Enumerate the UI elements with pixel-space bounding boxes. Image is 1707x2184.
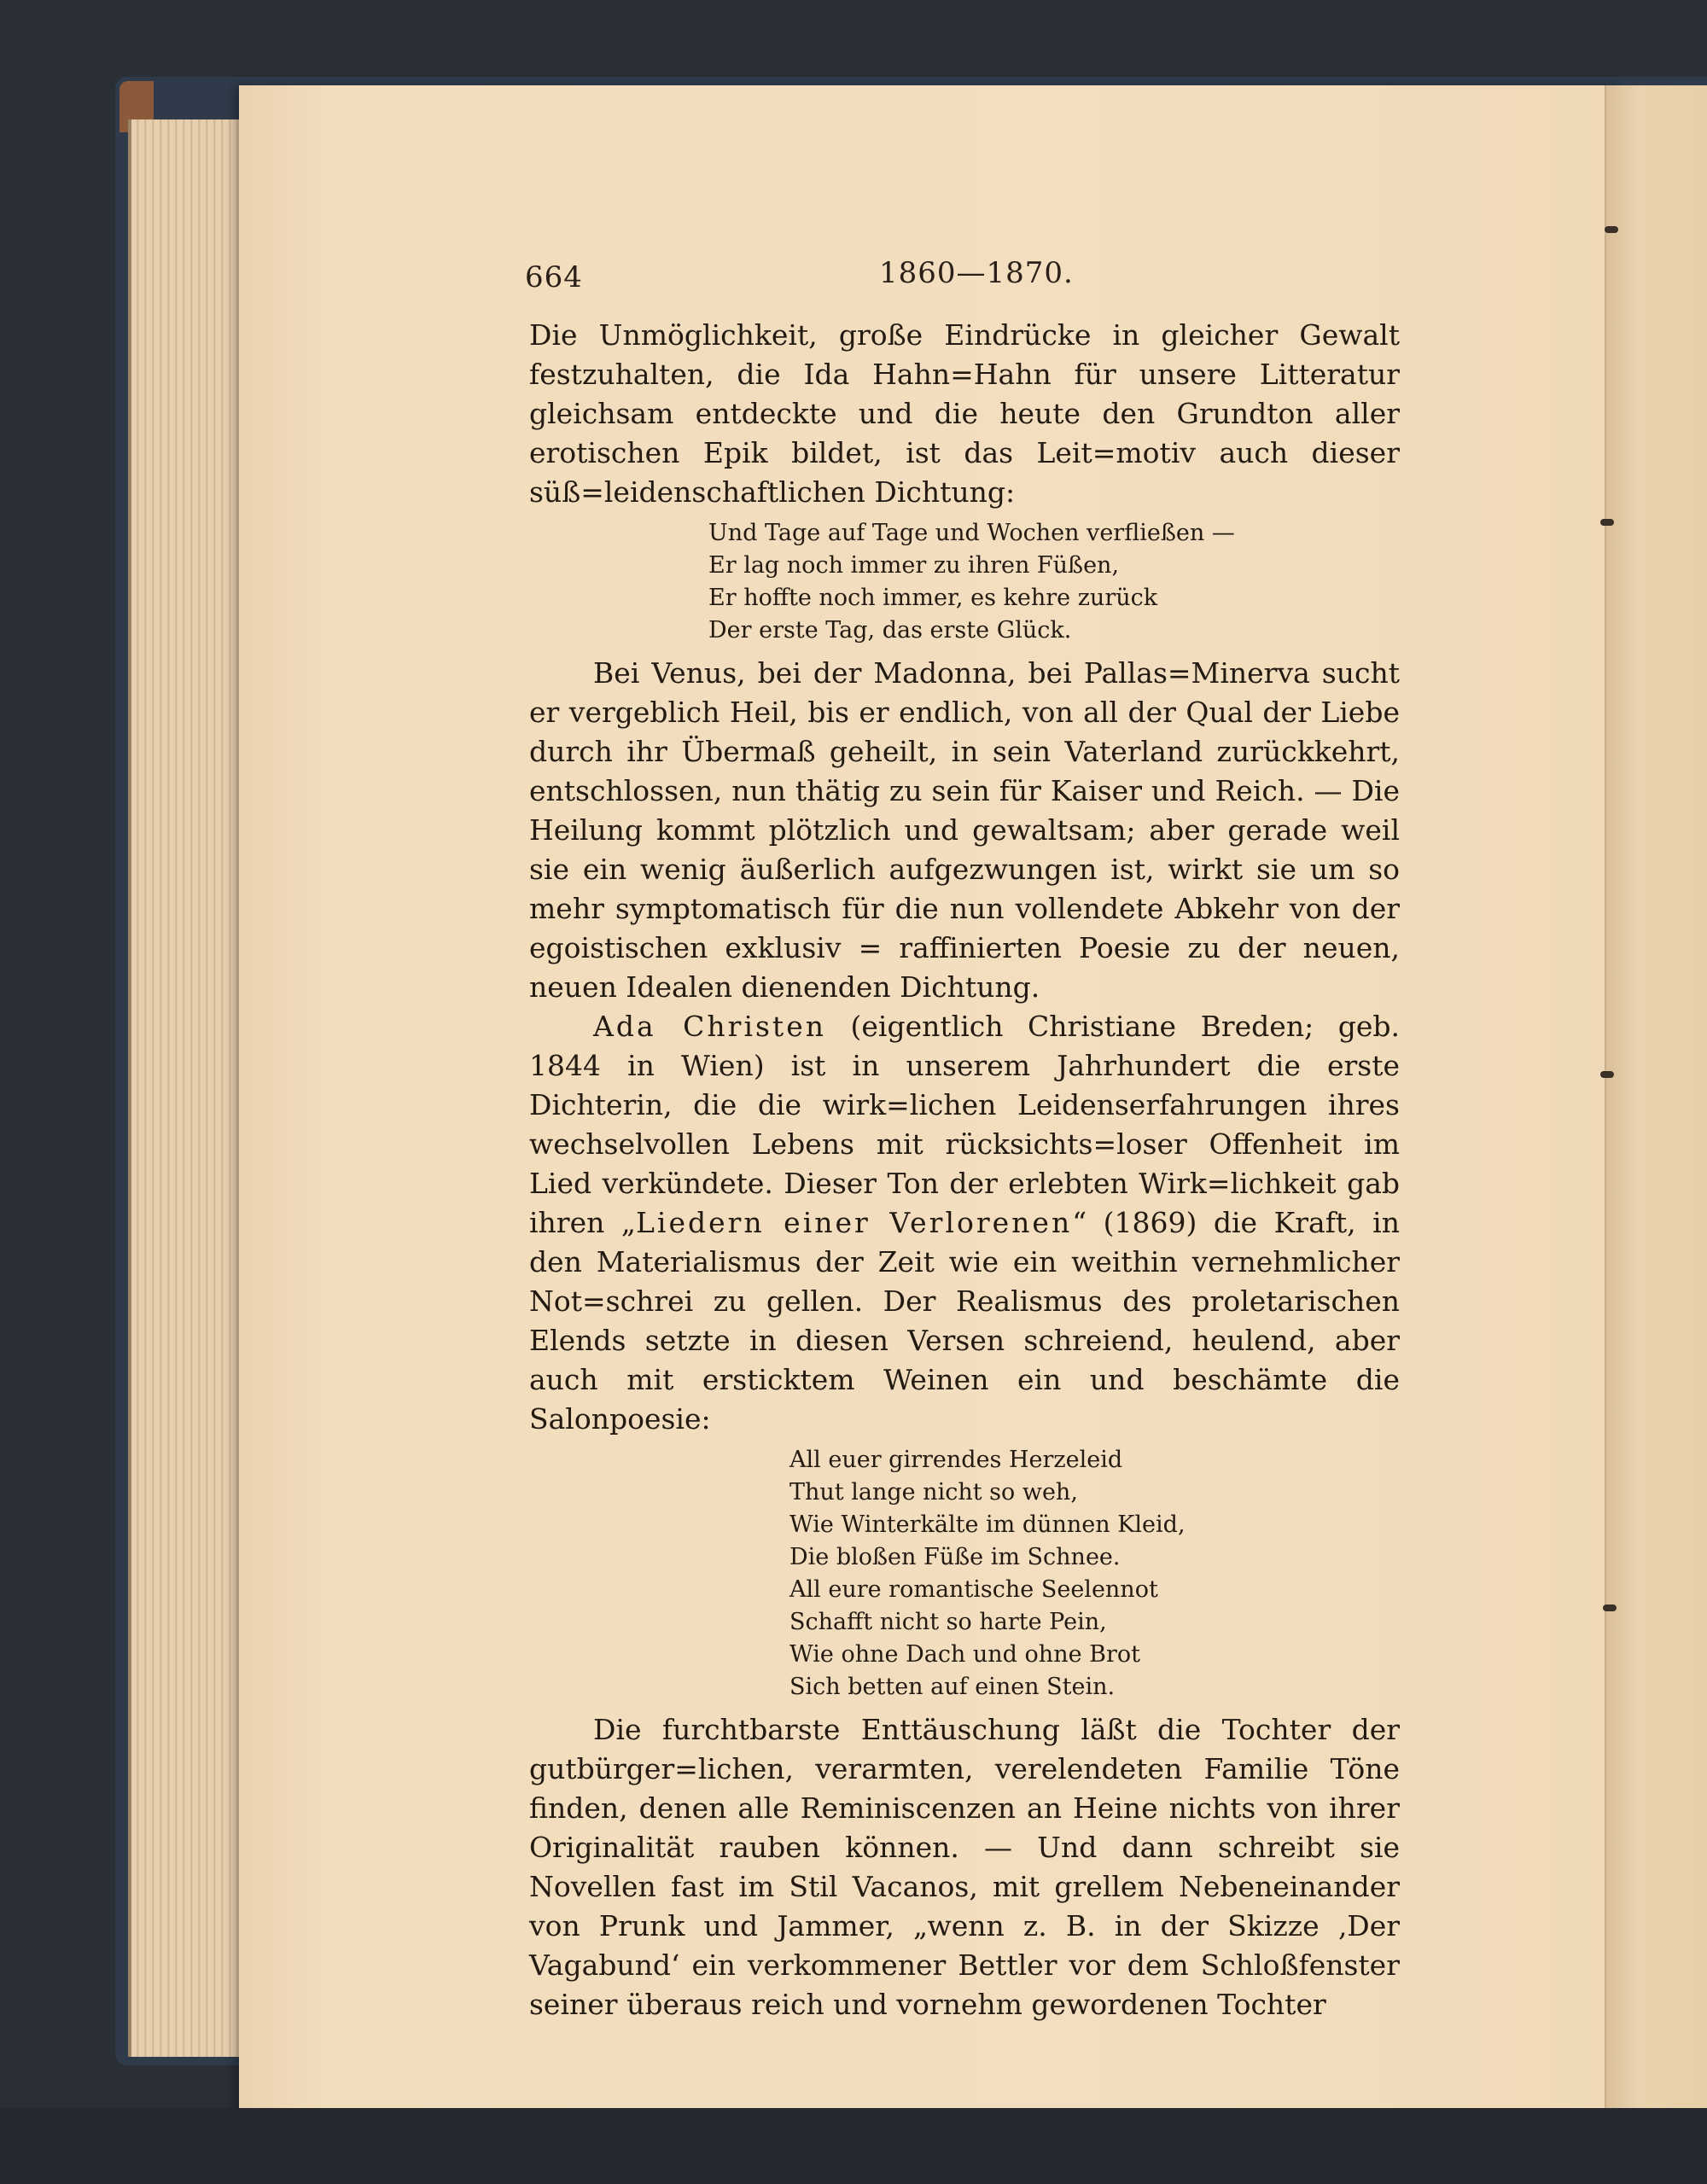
verse-line: Schafft nicht so harte Pein,: [789, 1609, 1107, 1635]
paragraph-3-text-b: “ (1869) die Kraft, in den Materialismus der Zeit wie ein weithin vernehmlicher Not=schrei zu gellen. Der Realismus des proletarischen Elends setzte in diesen Versen schreiend, heulend, aber auch mit ersticktem Weinen ein und beschämte die Salonpoesie:: [529, 1206, 1400, 1436]
verse-line: All euer girrendes Herzeleid: [789, 1447, 1123, 1473]
next-page-edge: [1605, 85, 1707, 2112]
page-tab-mark: [1605, 226, 1618, 233]
verse-line: Er lag noch immer zu ihren Füßen,: [708, 552, 1120, 579]
verse-line: Die bloßen Füße im Schnee.: [789, 1544, 1121, 1570]
verse-line: Sich betten auf einen Stein.: [789, 1674, 1116, 1700]
text-block: [529, 316, 1400, 2024]
verse-line: All eure romantische Seelennot: [789, 1576, 1158, 1603]
verse-block-2: [529, 1444, 1400, 1704]
background-bottom: [0, 2108, 1707, 2184]
page-number: 664: [525, 260, 583, 294]
verse-line: Und Tage auf Tage und Wochen verfließen —: [708, 520, 1235, 546]
verse-line: Der erste Tag, das erste Glück.: [708, 617, 1072, 644]
verse-line: Er hoffte noch immer, es kehre zurück: [708, 585, 1158, 611]
running-head: 1860—1870.: [879, 256, 1074, 290]
page-tab-mark: [1600, 519, 1614, 526]
verse-line: Thut lange nicht so weh,: [789, 1479, 1078, 1506]
verse-block-1: [529, 517, 1400, 647]
page-tab-mark: [1600, 1071, 1614, 1078]
verse-line: Wie Winterkälte im dünnen Kleid,: [789, 1511, 1186, 1538]
page-tab-mark: [1603, 1605, 1617, 1611]
paragraph-4: Die furchtbarste Enttäuschung läßt die Tochter der gutbürger=lichen, verarmten, verelendeten Familie Töne finden, denen alle Reminiscenzen an Heine nichts von ihrer Originalität rauben können. — Und dann schreibt sie Novellen fast im Stil Vacanos, mit grellem Nebeneinander von Prunk und Jammer, „wenn z. B. in der Skizze ‚Der Vagabund‘ ein verkommener Bettler vor dem Schloßfenster seiner überaus reich und vornehm gewordenen Tochter: [529, 1713, 1400, 2021]
paragraph-3-text-a: (eigentlich Christiane Breden; geb. 1844 in Wien) ist in unserem Jahrhundert die erste Dichterin, die die wirk=lichen Leidenserfahrungen ihres wechselvollen Lebens mit rücksichts=loser Offenheit im Lied verkündete. Dieser Ton der erlebten Wirk=lichkeit gab ihren „: [529, 1010, 1400, 1239]
author-name: Ada Christen: [593, 1010, 826, 1043]
work-title: Liedern einer Verlorenen: [635, 1206, 1073, 1239]
verse-line: Wie ohne Dach und ohne Brot: [789, 1641, 1140, 1668]
paragraph-2: Bei Venus, bei der Madonna, bei Pallas=Minerva sucht er vergeblich Heil, bis er endlich, von all der Qual der Liebe durch ihr Übermaß geheilt, in sein Vaterland zurückkehrt, entschlossen, nun thätig zu sein für Kaiser und Reich. — Die Heilung kommt plötzlich und gewaltsam; aber gerade weil sie ein wenig äußerlich aufgezwungen ist, wirkt sie um so mehr symptomatisch für die nun vollendete Abkehr von der egoistischen exklusiv = raffinierten Poesie zu der neuen, neuen Idealen dienenden Dichtung.: [529, 656, 1400, 1004]
paragraph-1: Die Unmöglichkeit, große Eindrücke in gleicher Gewalt festzuhalten, die Ida Hahn=Hahn für unsere Litteratur gleichsam entdeckte und die heute den Grundton aller erotischen Epik bildet, ist das Leit=motiv auch dieser süß=leidenschaftlichen Dichtung:: [529, 318, 1400, 509]
paragraph-3: [529, 1007, 1400, 1439]
